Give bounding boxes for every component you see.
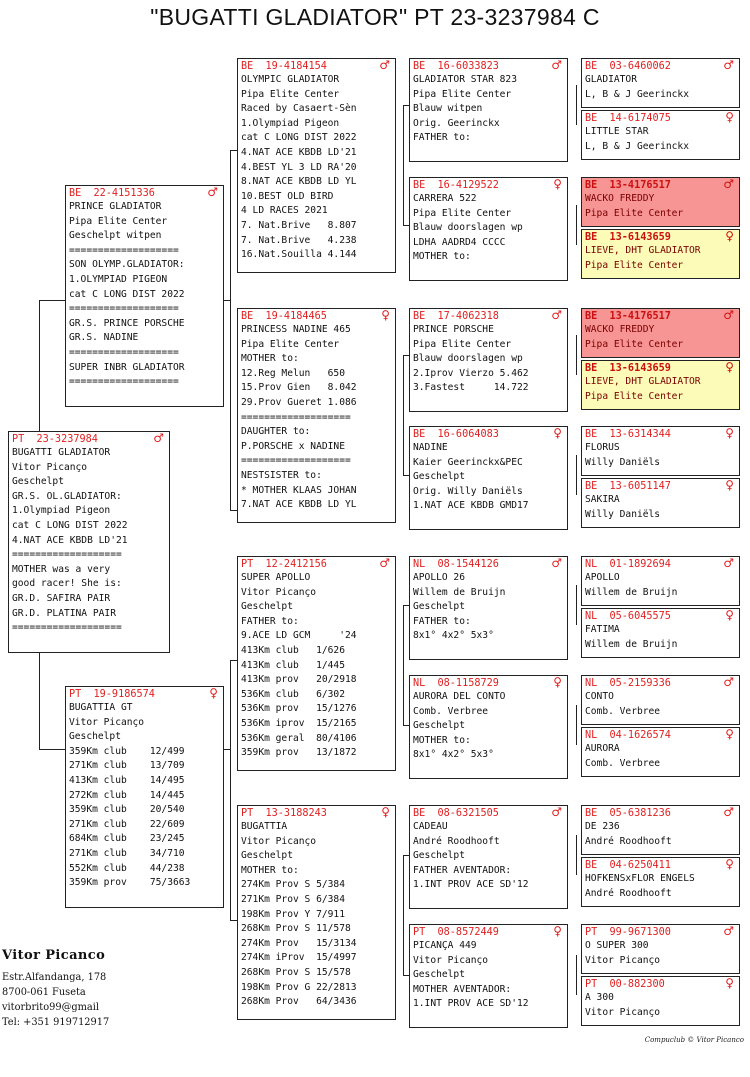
female-icon: ♀ (725, 360, 734, 374)
pedigree-card-subject: PT 23-3237984 ♂ BUGATTI GLADIATOR Vitor Picanço Geschelpt GR.S. OL.GLADIATOR: 1.Olympiad Pigeon cat C LONG DIST 2022 4.NAT ACE KBDB LD'21 =================== MOTHER was a very good racer! She is: GR.D. SAFIRA PAIR GR.D. PLATINA PAIR =================== (8, 431, 170, 653)
pedigree-card-grandsire-paternal: BE 19-4184154 ♂ OLYMPIC GLADIATOR Pipa Elite Center Raced by Casaert-Sèn 1.Olympiad Pigeon cat C LONG DIST 2022 4.NAT ACE KBDB LD'21 4.BEST YL 3 LD RA'20 8.NAT ACE KBDB LD YL 10.BEST OLD BIRD 4 LD RACES 2021 7. Nat.Brive 8.807 7. Nat.Brive 4.238 16.Nat.Souilla 4.144 (237, 58, 396, 273)
male-icon: ♂ (153, 431, 164, 445)
connector-line (403, 605, 404, 725)
connector-line (576, 835, 577, 875)
pedigree-card-gen5: BE 13-4176517 ♂ WACKO FREDDY Pipa Elite Center (581, 177, 740, 227)
pedigree-card-gen5: NL 05-6045575 ♀ FATIMA Willem de Bruijn (581, 608, 740, 658)
male-icon: ♂ (551, 308, 562, 322)
pedigree-card-gen5: BE 03-6460062 ♂ GLADIATOR L, B & J Geerinckx (581, 58, 740, 108)
ring-number: NL 04-1626574 ♀ (585, 727, 734, 741)
male-icon: ♂ (551, 58, 562, 72)
pedigree-card-gen5: PT 00-882300 ♀ A 300 Vitor Picanço (581, 976, 740, 1026)
pedigree-card-dam: PT 19-9186574 ♀ BUGATTIA GT Vitor Picanço Geschelpt 359Km club 12/499 271Km club 13/709 413Km club 14/495 272Km club 14/445 359Km club 20/540 271Km club 22/609 684Km club 23/245 271Km club 34/710 552Km club 44/238 359Km prov 75/3663 (65, 686, 224, 908)
female-icon: ♀ (725, 857, 734, 871)
pedigree-card-gen5: NL 04-1626574 ♀ AURORA Comb. Verbree (581, 727, 740, 777)
male-icon: ♂ (379, 58, 390, 72)
pedigree-card-gen4: BE 17-4062318 ♂ PRINCE PORSCHE Pipa Elite Center Blauw doorslagen wp 2.Iprov Vierzo 5.462 3.Fastest 14.722 (409, 308, 568, 412)
connector-line (576, 455, 577, 495)
ring-number: BE 13-6051147 ♀ (585, 478, 734, 492)
pedigree-card-gen4: NL 08-1544126 ♂ APOLLO 26 Willem de Bruijn Geschelpt FATHER to: 8x1° 4x2° 5x3° (409, 556, 568, 660)
female-icon: ♀ (725, 976, 734, 990)
pedigree-card-gen5: BE 04-6250411 ♀ HOFKENSxFLOR ENGELS André Roodhooft (581, 857, 740, 907)
male-icon: ♂ (723, 556, 734, 570)
connector-line (403, 855, 404, 975)
ring-number: NL 01-1892694 ♂ (585, 556, 734, 570)
ring-number: NL 08-1544126 ♂ (413, 556, 562, 570)
connector-line (39, 300, 40, 431)
ring-number: BE 04-6250411 ♀ (585, 857, 734, 871)
ring-number: BE 14-6174075 ♀ (585, 110, 734, 124)
connector-line (230, 510, 237, 511)
female-icon: ♀ (553, 426, 562, 440)
owner-block (2, 948, 109, 1030)
female-icon: ♀ (725, 727, 734, 741)
ring-number: BE 13-6143659 ♀ (585, 360, 734, 374)
male-icon: ♂ (551, 556, 562, 570)
ring-number: BE 22-4151336 ♂ (69, 185, 218, 199)
connector-line (576, 205, 577, 245)
ring-number: BE 08-6321505 ♂ (413, 805, 562, 819)
ring-number: BE 16-6064083 ♀ (413, 426, 562, 440)
ring-number: PT 08-8572449 ♀ (413, 924, 562, 938)
owner-email: vitorbrito99@gmail (2, 1002, 100, 1013)
pedigree-card-grandsire-maternal: PT 12-2412156 ♂ SUPER APOLLO Vitor Picanço Geschelpt FATHER to: 9.ACE LD GCM '24 413Km club 1/626 413Km club 1/445 413Km prov 20/2918 536Km club 6/302 536Km prov 15/1276 536Km iprov 15/2165 536Km geral 80/4106 359Km prov 13/1872 (237, 556, 396, 771)
female-icon: ♀ (725, 229, 734, 243)
ring-number: NL 05-2159336 ♂ (585, 675, 734, 689)
pedigree-card-gen5: BE 13-6143659 ♀ LIEVE, DHT GLADIATOR Pipa Elite Center (581, 229, 740, 279)
pedigree-card-gen5: BE 05-6381236 ♂ DE 236 André Roodhooft (581, 805, 740, 855)
connector-line (230, 660, 231, 920)
pedigree-card-gen5: BE 13-6051147 ♀ SAKIRA Willy Daniëls (581, 478, 740, 528)
ring-number: NL 08-1158729 ♀ (413, 675, 562, 689)
male-icon: ♂ (723, 675, 734, 689)
footer-credit: Compuclub © Vitor Picanco (644, 1036, 744, 1044)
ring-number: PT 00-882300 ♀ (585, 976, 734, 990)
ring-number: BE 17-4062318 ♂ (413, 308, 562, 322)
connector-line (39, 300, 65, 301)
connector-line (230, 150, 237, 151)
ring-number: PT 13-3188243 ♀ (241, 805, 390, 819)
pedigree-card-gen5: NL 01-1892694 ♂ APOLLO Willem de Bruijn (581, 556, 740, 606)
pedigree-card-gen4: BE 08-6321505 ♂ CADEAU André Roodhooft Geschelpt FATHER AVENTADOR: 1.INT PROV ACE SD'12 (409, 805, 568, 909)
ring-number: BE 16-6033823 ♂ (413, 58, 562, 72)
owner-postcode: 8700-061 Fuseta (2, 987, 86, 998)
pedigree-card-granddam-paternal: BE 19-4184465 ♀ PRINCESS NADINE 465 Pipa Elite Center MOTHER to: 12.Reg Melun 650 15.Prov Gien 8.042 29.Prov Gueret 1.086 =================== DAUGHTER to: P.PORSCHE x NADINE =================== NESTSISTER to: * MOTHER KLAAS JOHAN 7.NAT ACE KBDB LD YL (237, 308, 396, 523)
male-icon: ♂ (723, 177, 734, 191)
pedigree-card-gen5: BE 14-6174075 ♀ LITTLE STAR L, B & J Geerinckx (581, 110, 740, 160)
connector-line (230, 920, 237, 921)
ring-number: BE 13-6143659 ♀ (585, 229, 734, 243)
ring-number: BE 19-4184465 ♀ (241, 308, 390, 322)
female-icon: ♀ (725, 426, 734, 440)
male-icon: ♂ (379, 556, 390, 570)
connector-line (576, 85, 577, 125)
female-icon: ♀ (553, 924, 562, 938)
ring-number: BE 05-6381236 ♂ (585, 805, 734, 819)
pedigree-card-gen4: NL 08-1158729 ♀ AURORA DEL CONTO Comb. Verbree Geschelpt MOTHER to: 8x1° 4x2° 5x3° (409, 675, 568, 779)
male-icon: ♂ (551, 805, 562, 819)
male-icon: ♂ (723, 924, 734, 938)
pedigree-card-gen4: BE 16-6064083 ♀ NADINE Kaier Geerinckx&PEC Geschelpt Orig. Willy Daniëls 1.NAT ACE KBDB GMD17 (409, 426, 568, 530)
owner-name: Vitor Picanco (2, 948, 106, 963)
male-icon: ♂ (723, 58, 734, 72)
female-icon: ♀ (725, 608, 734, 622)
female-icon: ♀ (553, 177, 562, 191)
owner-address: Estr.Alfandanga, 178 (2, 972, 107, 983)
female-icon: ♀ (725, 478, 734, 492)
ring-number: PT 23-3237984 ♂ (12, 431, 164, 445)
male-icon: ♂ (723, 308, 734, 322)
owner-phone: Tel: +351 919712917 (2, 1017, 110, 1028)
female-icon: ♀ (381, 805, 390, 819)
female-icon: ♀ (381, 308, 390, 322)
pedigree-card-gen4: PT 08-8572449 ♀ PICANÇA 449 Vitor Picanço Geschelpt MOTHER AVENTADOR: 1.INT PROV ACE SD'12 (409, 924, 568, 1028)
pedigree-card-gen5: NL 05-2159336 ♂ CONTO Comb. Verbree (581, 675, 740, 725)
connector-line (230, 660, 237, 661)
pedigree-card-gen5: BE 13-6314344 ♀ FLORUS Willy Daniëls (581, 426, 740, 476)
pedigree-card-sire: BE 22-4151336 ♂ PRINCE GLADIATOR Pipa Elite Center Geschelpt witpen =================== SON OLYMP.GLADIATOR: 1.OLYMPIAD PIGEON cat C LONG DIST 2022 =================== GR.S. PRINCE PORSCHE GR.S. NADINE =================== SUPER INBR GLADIATOR =================== (65, 185, 224, 407)
connector-line (403, 105, 404, 225)
female-icon: ♀ (725, 110, 734, 124)
pedigree-card-granddam-maternal: PT 13-3188243 ♀ BUGATTIA Vitor Picanço Geschelpt MOTHER to: 274Km Prov S 5/384 271Km Prov S 6/384 198Km Prov Y 7/911 268Km Prov S 11/578 274Km Prov 15/3134 274Km iProv 15/4997 268Km Prov S 15/578 198Km Prov G 22/2813 268Km Prov 64/3436 (237, 805, 396, 1020)
male-icon: ♂ (723, 805, 734, 819)
ring-number: BE 13-6314344 ♀ (585, 426, 734, 440)
ring-number: BE 03-6460062 ♂ (585, 58, 734, 72)
ring-number: PT 19-9186574 ♀ (69, 686, 218, 700)
connector-line (224, 300, 230, 301)
ring-number: NL 05-6045575 ♀ (585, 608, 734, 622)
male-icon: ♂ (207, 185, 218, 199)
female-icon: ♀ (553, 675, 562, 689)
ring-number: BE 13-4176517 ♂ (585, 308, 734, 322)
connector-line (230, 150, 231, 510)
pedigree-card-gen5: BE 13-4176517 ♂ WACKO FREDDY Pipa Elite Center (581, 308, 740, 358)
pedigree-card-gen4: BE 16-6033823 ♂ GLADIATOR STAR 823 Pipa Elite Center Blauw witpen Orig. Geerinckx FATHER to: (409, 58, 568, 162)
pedigree-card-gen4: BE 16-4129522 ♀ CARRERA 522 Pipa Elite Center Blauw doorslagen wp LDHA AADRD4 CCCC MOTHER to: (409, 177, 568, 281)
connector-line (224, 749, 230, 750)
ring-number: BE 16-4129522 ♀ (413, 177, 562, 191)
pedigree-card-gen5: BE 13-6143659 ♀ LIEVE, DHT GLADIATOR Pipa Elite Center (581, 360, 740, 410)
pedigree-card-gen5: PT 99-9671300 ♂ O SUPER 300 Vitor Picanço (581, 924, 740, 974)
ring-number: BE 13-4176517 ♂ (585, 177, 734, 191)
connector-line (576, 335, 577, 375)
connector-line (576, 955, 577, 995)
female-icon: ♀ (209, 686, 218, 700)
connector-line (39, 749, 65, 750)
ring-number: BE 19-4184154 ♂ (241, 58, 390, 72)
ring-number: PT 12-2412156 ♂ (241, 556, 390, 570)
connector-line (576, 585, 577, 625)
connector-line (403, 355, 404, 475)
ring-number: PT 99-9671300 ♂ (585, 924, 734, 938)
page-title: "BUGATTI GLADIATOR" PT 23-3237984 C (150, 4, 600, 30)
connector-line (576, 705, 577, 745)
connector-line (39, 653, 40, 749)
